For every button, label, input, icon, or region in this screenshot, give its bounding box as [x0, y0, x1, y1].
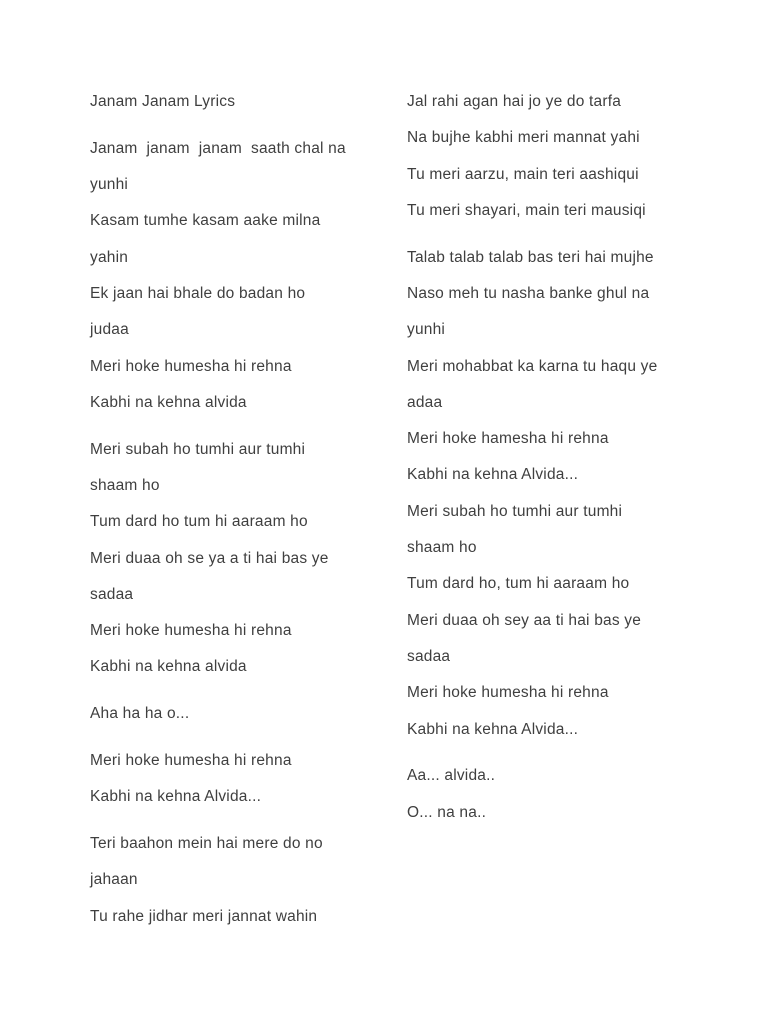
lyric-line: Janam janam janam saath chal na — [90, 139, 346, 157]
lyric-line: sadaa — [407, 647, 451, 665]
lyrics-stanza — [90, 743, 400, 816]
lyric-line: sadaa — [90, 585, 134, 603]
lyric-line: jahaan — [90, 871, 138, 889]
lyric-line: Talab talab talab bas teri hai mujhe — [407, 248, 654, 266]
lyric-line: Meri subah ho tumhi aur tumhi — [407, 502, 623, 520]
lyric-line: Naso meh tu nasha banke ghul na — [407, 284, 650, 302]
lyric-line: Meri duaa oh sey aa ti hai bas ye — [407, 611, 642, 629]
lyric-line: shaam ho — [90, 476, 160, 494]
lyrics-stanza — [90, 826, 400, 935]
lyrics-stanza — [90, 131, 400, 421]
lyric-line: yunhi — [407, 321, 446, 339]
lyric-line: Kabhi na kehna alvida — [90, 393, 247, 411]
lyric-line: judaa — [90, 321, 129, 339]
lyric-line: Meri hoke hamesha hi rehna — [407, 430, 609, 448]
lyric-line: Kasam tumhe kasam aake milna — [90, 212, 321, 230]
lyric-line: Aa... alvida.. — [407, 767, 496, 785]
lyric-line: Kabhi na kehna Alvida... — [407, 720, 579, 738]
lyric-line: Meri hoke humesha hi rehna — [90, 622, 292, 640]
lyrics-stanza — [90, 432, 400, 686]
lyric-line: Jal rahi agan hai jo ye do tarfa — [407, 93, 622, 110]
lyric-line: O... na na.. — [407, 803, 487, 821]
lyric-line: Tu meri shayari, main teri mausiqi — [407, 201, 646, 219]
lyric-line: Teri baahon mein hai mere do no — [90, 835, 323, 853]
lyric-line: Tum dard ho, tum hi aaraam ho — [407, 575, 630, 593]
lyric-line: Meri duaa oh se ya a ti hai bas ye — [90, 549, 329, 567]
lyric-line: Aha ha ha o... — [90, 705, 190, 723]
lyric-line: Meri hoke humesha hi rehna — [90, 752, 292, 770]
lyrics-column-right — [407, 84, 717, 841]
lyrics-title — [90, 84, 400, 120]
lyrics-stanza — [407, 84, 717, 229]
lyric-line: Meri mohabbat ka karna tu haqu ye — [407, 357, 658, 375]
lyrics-stanza — [407, 240, 717, 748]
lyric-line: Tum dard ho tum hi aaraam ho — [90, 513, 308, 531]
lyric-line: Meri subah ho tumhi aur tumhi — [90, 440, 306, 458]
lyrics-stanza — [407, 758, 717, 831]
lyrics-stanza — [90, 696, 400, 732]
lyric-line: Kabhi na kehna alvida — [90, 658, 247, 676]
lyric-line: shaam ho — [407, 539, 477, 557]
lyrics-column-left — [90, 84, 400, 946]
lyric-line: Kabhi na kehna Alvida... — [90, 788, 262, 806]
lyric-line: Meri hoke humesha hi rehna — [407, 684, 609, 702]
lyric-line: Na bujhe kabhi meri mannat yahi — [407, 129, 640, 147]
lyric-line: Tu rahe jidhar meri jannat wahin — [90, 907, 318, 925]
lyric-line: Ek jaan hai bhale do badan ho — [90, 284, 306, 302]
lyric-line: yunhi — [90, 176, 129, 194]
lyric-line: Tu meri aarzu, main teri aashiqui — [407, 165, 639, 183]
lyric-line: adaa — [407, 393, 443, 411]
lyric-line: Meri hoke humesha hi rehna — [90, 357, 292, 375]
lyric-line: Kabhi na kehna Alvida... — [407, 466, 579, 484]
lyric-line: yahin — [90, 248, 129, 266]
page-title: Janam Janam Lyrics — [90, 93, 236, 110]
